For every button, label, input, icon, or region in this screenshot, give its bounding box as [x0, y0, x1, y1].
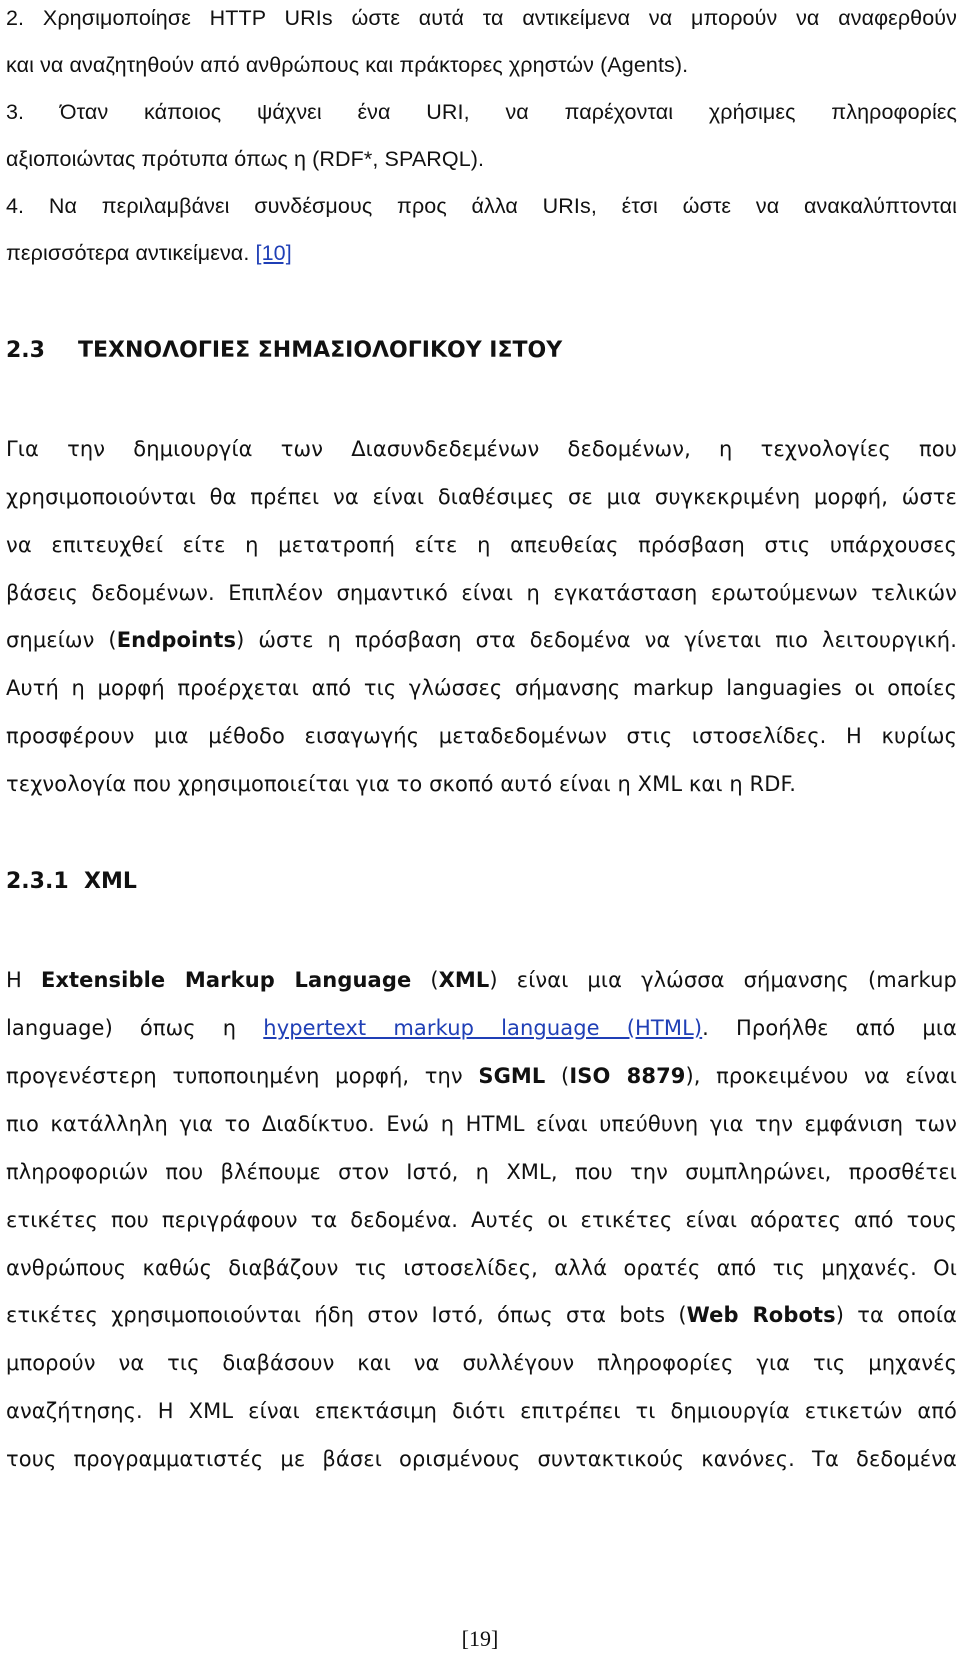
- paragraph-xml-line-1: [6, 965, 957, 995]
- reference-link-10[interactable]: [10]: [255, 241, 292, 265]
- bold-term-extensible-markup-language: Extensible Markup Language: [40, 968, 412, 992]
- paragraph-xml-line-11: τους προγραμματιστές με βάσει ορισμένους συντακτικούς κανόνες. Τα δεδομένα: [6, 1447, 957, 1471]
- paragraph-2-3-line-7: προσφέρουν μια μέθοδο εισαγωγής μεταδεδομένων στις ιστοσελίδες. Η κυρίως: [6, 724, 957, 748]
- paragraph-xml-line-3: [6, 1061, 957, 1091]
- bold-term-web-robots: Web Robots: [686, 1303, 836, 1327]
- text-run: language) όπως η: [6, 1016, 264, 1040]
- list-item-2-line-1: 2. Χρησιμοποίησε HTTP URIs ώστε αυτά τα αντικείμενα να μπορούν να αναφερθούν: [6, 6, 957, 30]
- text-run: ) τα οποία: [835, 1303, 957, 1327]
- section-title: XML: [84, 869, 137, 894]
- text-run: Η: [6, 968, 41, 992]
- paragraph-xml-line-7: ανθρώπους καθώς διαβάζουν τις ιστοσελίδες, αλλά ορατές από τις μηχανές. Οι: [6, 1256, 957, 1280]
- text-run: ετικέτες χρησιμοποιούνται ήδη στον Ιστό, όπως στα bots (: [6, 1303, 687, 1327]
- text-run: (: [411, 968, 439, 992]
- section-heading-2-3-1: [6, 867, 137, 897]
- text-run: σημείων (: [6, 628, 117, 652]
- list-item-4-line-2: [6, 238, 957, 268]
- bold-term-iso-8879: ISO 8879: [569, 1064, 686, 1088]
- bold-term-sgml: SGML: [478, 1064, 546, 1088]
- paragraph-2-3-line-8: τεχνολογία που χρησιμοποιείται για το σκοπό αυτό είναι η XML και η RDF.: [6, 772, 797, 796]
- text-run: (: [545, 1064, 570, 1088]
- list-item-4-text: περισσότερα αντικείμενα.: [6, 241, 256, 265]
- section-number: 2.3: [6, 338, 45, 363]
- bold-term-xml: XML: [438, 968, 490, 992]
- section-title: ΤΕΧΝΟΛΟΓΙΕΣ ΣΗΜΑΣΙΟΛΟΓΙΚΟΥ ΙΣΤΟΥ: [78, 338, 563, 363]
- paragraph-2-3-line-6: Αυτή η μορφή προέρχεται από τις γλώσσες σήμανσης markup languagies οι οποίες: [6, 676, 957, 700]
- paragraph-xml-line-9: μπορούν να τις διαβάσουν και να συλλέγουν πληροφορίες για τις μηχανές: [6, 1351, 957, 1375]
- bold-term-endpoints: Endpoints: [116, 628, 237, 652]
- paragraph-xml-line-10: αναζήτησης. Η XML είναι επεκτάσιμη διότι επιτρέπει τι δημιουργία ετικετών από: [6, 1399, 957, 1423]
- paragraph-xml-line-2: [6, 1013, 957, 1043]
- list-item-3-line-2: αξιοποιώντας πρότυπα όπως η (RDF*, SPARQL).: [6, 147, 485, 171]
- section-heading-2-3: [6, 336, 562, 366]
- paragraph-xml-line-8: [6, 1300, 957, 1330]
- section-number: 2.3.1: [6, 869, 69, 894]
- text-run: ), προκειμένου να είναι: [685, 1064, 957, 1088]
- paragraph-2-3-line-5: [6, 625, 957, 655]
- list-item-3-line-1: 3. Όταν κάποιος ψάχνει ένα URI, να παρέχονται χρήσιμες πληροφορίες: [6, 100, 957, 124]
- text-run: προγενέστερη τυποποιημένη μορφή, την: [6, 1064, 479, 1088]
- text-run: ) είναι μια γλώσσα σήμανσης (markup: [489, 968, 957, 992]
- paragraph-2-3-line-2: χρησιμοποιούνται θα πρέπει να είναι διαθέσιμες σε μια συγκεκριμένη μορφή, ώστε: [6, 485, 957, 509]
- paragraph-xml-line-4: πιο κατάλληλη για το Διαδίκτυο. Ενώ η HTML είναι υπεύθυνη για την εμφάνιση των: [6, 1112, 957, 1136]
- paragraph-2-3-line-1: Για την δημιουργία των Διασυνδεδεμένων δεδομένων, η τεχνολογίες που: [6, 437, 957, 461]
- text-run: . Προήλθε από μια: [702, 1016, 957, 1040]
- list-item-4-line-1: 4. Να περιλαμβάνει συνδέσμους προς άλλα URIs, έτσι ώστε να ανακαλύπτονται: [6, 194, 957, 218]
- paragraph-2-3-line-3: να επιτευχθεί είτε η μετατροπή είτε η απευθείας πρόσβαση στις υπάρχουσες: [6, 533, 957, 557]
- paragraph-2-3-line-4: βάσεις δεδομένων. Επιπλέον σημαντικό είναι η εγκατάσταση ερωτούμενων τελικών: [6, 581, 957, 605]
- paragraph-xml-line-6: ετικέτες που περιγράφουν τα δεδομένα. Αυτές οι ετικέτες είναι αόρατες από τους: [6, 1208, 957, 1232]
- page-number: [19]: [461, 1626, 499, 1651]
- text-run: ) ώστε η πρόσβαση στα δεδομένα να γίνεται πιο λειτουργική.: [236, 628, 957, 652]
- html-link[interactable]: hypertext markup language (HTML): [263, 1016, 703, 1040]
- paragraph-xml-line-5: πληροφοριών που βλέπουμε στον Ιστό, η XML, που την συμπληρώνει, προσθέτει: [6, 1160, 957, 1184]
- list-item-2-line-2: και να αναζητηθούν από ανθρώπους και πράκτορες χρηστών (Agents).: [6, 53, 689, 77]
